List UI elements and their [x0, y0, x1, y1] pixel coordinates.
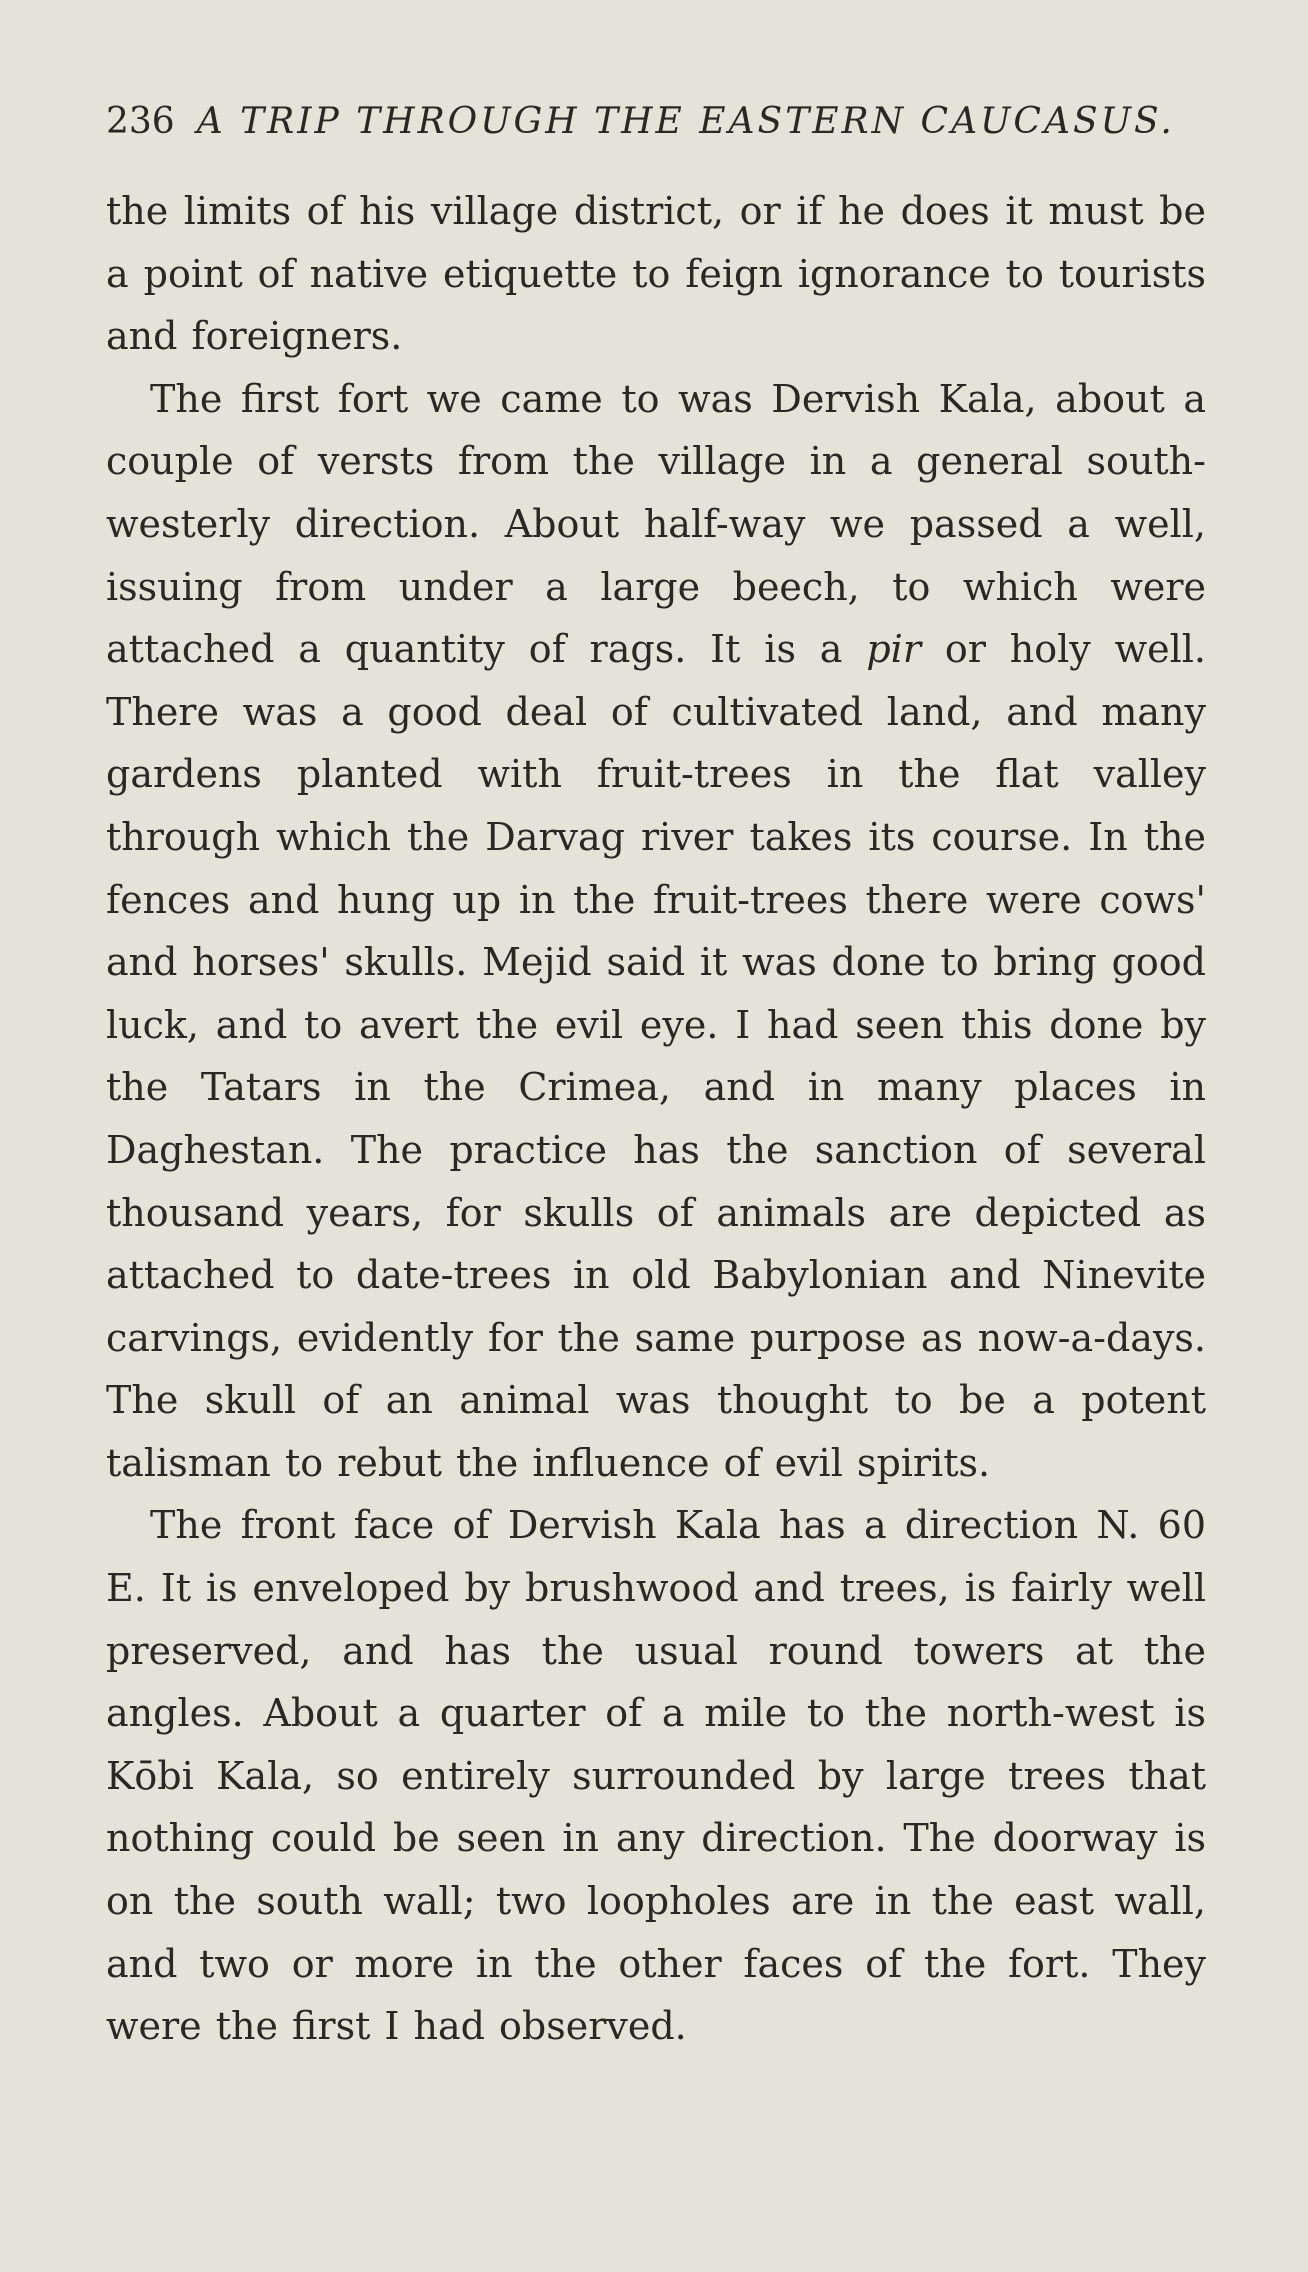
- paragraph-1: the limits of his village district, or if he does it must be a point of native etiquette to feign ignorance to tourists and foreigners.: [106, 189, 1206, 359]
- running-title: A TRIP THROUGH THE EASTERN CAUCASUS.: [196, 101, 1175, 142]
- paragraph-2-part-2: or holy well. There was a good deal of cultivated land, and many gardens planted with fruit-trees in the flat valley through which the Darvag river takes its course. In the fences and hung up in the fruit-trees there were cows' and horses' skulls. Mejid said it was done to bring good luck, and to avert the evil eye. I had seen this done by the Tatars in the Crimea, and in many places in Daghestan. The practice has the sanction of several thousand years, for skulls of animals are depicted as attached to date-trees in old Babylonian and Ninevite carvings, evidently for the same purpose as now-a-days. The skull of an animal was thought to be a potent talisman to rebut the influence of evil spirits.: [106, 627, 1207, 1485]
- page-number: 236: [106, 101, 175, 142]
- italic-term-pir: pir: [866, 627, 921, 672]
- paragraph-2-part-1: The first fort we came to was Dervish Kala, about a couple of versts from the village in a general south-westerly direction. About half-way we passed a well, issuing from under a large beech, to which were attached a quantity of rags. It is a: [106, 376, 1206, 672]
- running-header: [106, 92, 1206, 152]
- paragraph-3: The front face of Dervish Kala has a direction N. 60 E. It is enveloped by brushwood and trees, is fairly well preserved, and has the usual round towers at the angles. About a quarter of a mile to the north-west is Kōbi Kala, so entirely surrounded by large trees that nothing could be seen in any direction. The doorway is on the south wall; two loopholes are in the east wall, and two or more in the other faces of the fort. They were the first I had observed.: [106, 1503, 1206, 2049]
- body-text: [106, 180, 1206, 2058]
- paragraph-2: [106, 368, 1206, 1495]
